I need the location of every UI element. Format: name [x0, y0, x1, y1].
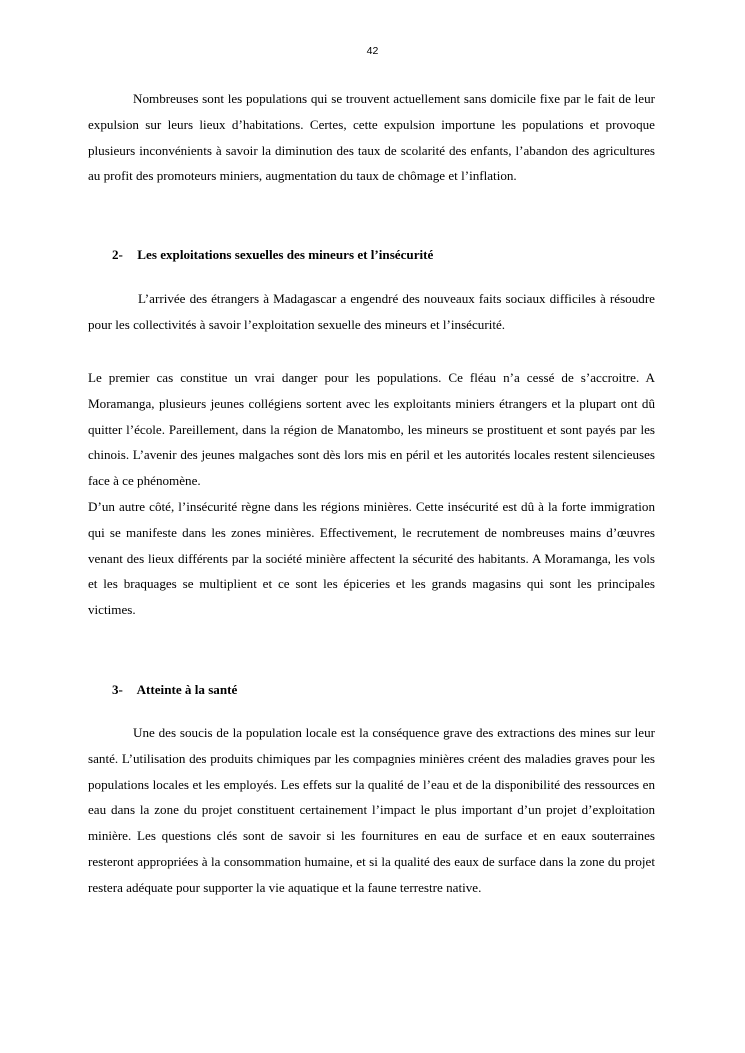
page-number: 42: [366, 45, 379, 57]
paragraph-sante: Une des soucis de la population locale est la conséquence grave des extractions des mines sur leur santé. L’utilisation des produits chimiques par les compagnies minières créent des maladies graves pour les populations locales et les employés. Les effets sur la qualité de l’eau et de la disponibilité des ressources en eau dans la zone du projet constituent certainement l’impact le plus important d’un projet d’exploitation minière. Les questions clés sont de savoir si les fournitures en eau de surface et en eaux souterraines resteront appropriées à la consommation humaine, et si la qualité des eaux de surface dans la zone du projet restera adéquate pour supporter la vie aquatique et la faune terrestre native.: [88, 725, 655, 895]
section-heading-2: [112, 245, 433, 265]
paragraph-insecurite: D’un autre côté, l’insécurité règne dans les régions minières. Cette insécurité est dû à la forte immigration qui se manifeste dans les zones minières. Effectivement, le recrutement de nombreuses mains d’œuvres venant des lieux différents par la société minière affectent la sécurité des habitants. A Moramanga, les vols et les braquages se multiplient et ce sont les épiceries et les grands magasins qui sont les principales victimes.: [88, 499, 655, 618]
section-title-3: Atteinte à la santé: [136, 682, 238, 697]
section-title-2: Les exploitations sexuelles des mineurs et l’insécurité: [137, 247, 434, 262]
paragraph-intro: Nombreuses sont les populations qui se trouvent actuellement sans domicile fixe par le fait de leur expulsion sur leurs lieux d’habitations. Certes, cette expulsion importune les populations et provoque plusieurs inconvénients à savoir la diminution des taux de scolarité des enfants, l’abandon des agricultures au profit des promoteurs miniers, augmentation du taux de chômage et l’inflation.: [88, 91, 655, 184]
section-number-3: 3-: [112, 682, 123, 697]
section-heading-3: [112, 680, 237, 700]
paragraph-arrivee: L’arrivée des étrangers à Madagascar a engendré des nouveaux faits sociaux difficiles à résoudre pour les collectivités à savoir l’exploitation sexuelle des mineurs et l’insécurité.: [88, 291, 655, 332]
paragraph-premier-cas: Le premier cas constitue un vrai danger pour les populations. Ce fléau n’a cessé de s’accroitre. A Moramanga, plusieurs jeunes collégiens sortent avec les exploitants miniers étrangers et la plupart ont dû quitter l’école. Pareillement, dans la région de Manatombo, les mineurs se prostituent et sont payés par les chinois. L’avenir des jeunes malgaches sont dès lors mis en péril et les autorités locales restent silencieuses face à ce phénomène.: [88, 370, 655, 489]
section-number-2: 2-: [112, 247, 123, 262]
